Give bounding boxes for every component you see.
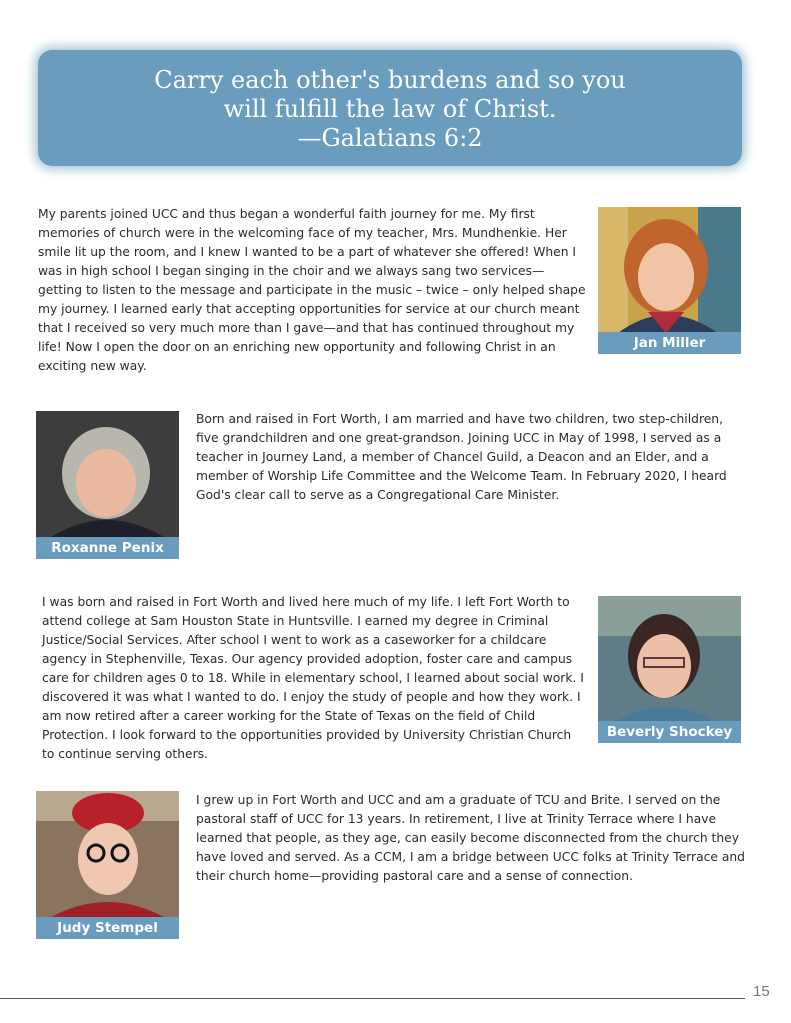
caption-beverly-shockey: Beverly Shockey bbox=[598, 721, 741, 743]
footer-divider bbox=[0, 998, 745, 999]
portrait-photo-roxanne-penix bbox=[36, 411, 179, 537]
caption-jan-miller: Jan Miller bbox=[598, 332, 741, 354]
caption-judy-stempel: Judy Stempel bbox=[36, 917, 179, 939]
bio-beverly-shockey: I was born and raised in Fort Worth and lived here much of my life. I left Fort Worth to attend college at Sam Houston State in Huntsville. I earned my degree in Criminal Justice/Social Services. After school I went to work as a caseworker for a childcare agency in Stephenville, Texas. Our agency provided adoption, foster care and campus care for children ages 0 to 18. While in elementary school, I learned about social work. I discovered it was what I wanted to do. I enjoy the study of people and how they work. I am now retired after a career working for the State of Texas on the field of Child Protection. I look forward to the opportunities provided by University Christian Church to continue serving others. bbox=[42, 595, 584, 761]
portrait-photo-judy-stempel bbox=[36, 791, 179, 917]
scripture-quote bbox=[38, 66, 742, 153]
bio-roxanne-penix: Born and raised in Fort Worth, I am married and have two children, two step-children, five grandchildren and one great-grandson. Joining UCC in May of 1998, I served as a teacher in Journey Land, a member of Chancel Guild, a Deacon and an Elder, and a member of Worship Life Committee and the Welcome Team. In February 2020, I heard God's clear call to serve as a Congregational Care Minister. bbox=[196, 412, 727, 502]
portrait-photo-beverly-shockey bbox=[598, 596, 741, 722]
bio-judy-stempel: I grew up in Fort Worth and UCC and am a graduate of TCU and Brite. I served on the pastoral staff of UCC for 13 years. In retirement, I live at Trinity Terrace where I have learned that people, as they age, can easily become disconnected from the church they have loved and served. As a CCM, I am a bridge between UCC folks at Trinity Terrace and their church home—providing pastoral care and a sense of connection. bbox=[196, 793, 745, 883]
quote-line-2: will fulfill the law of Christ. bbox=[223, 95, 557, 123]
quote-line-1: Carry each other's burdens and so you bbox=[154, 66, 626, 94]
bio-jan-miller: My parents joined UCC and thus began a wonderful faith journey for me. My first memories of church were in the welcoming face of my teacher, Mrs. Mundhenkie. Her smile lit up the room, and I knew I wanted to be a part of whatever she offered! When I was in high school I began singing in the choir and we always sang two services—getting to listen to the message and participate in the music – twice – only helped shape my journey. I learned early that accepting opportunities for service at our church meant that I received so very much more than I gave—and that has continued throughout my life! Now I open the door on an enriching new opportunity and following Christ in an exciting new way. bbox=[38, 207, 586, 373]
page-number: 15 bbox=[753, 983, 770, 1000]
caption-roxanne-penix: Roxanne Penix bbox=[36, 537, 179, 559]
quote-citation: —Galatians 6:2 bbox=[297, 124, 483, 152]
portrait-photo-jan-miller bbox=[598, 207, 741, 333]
